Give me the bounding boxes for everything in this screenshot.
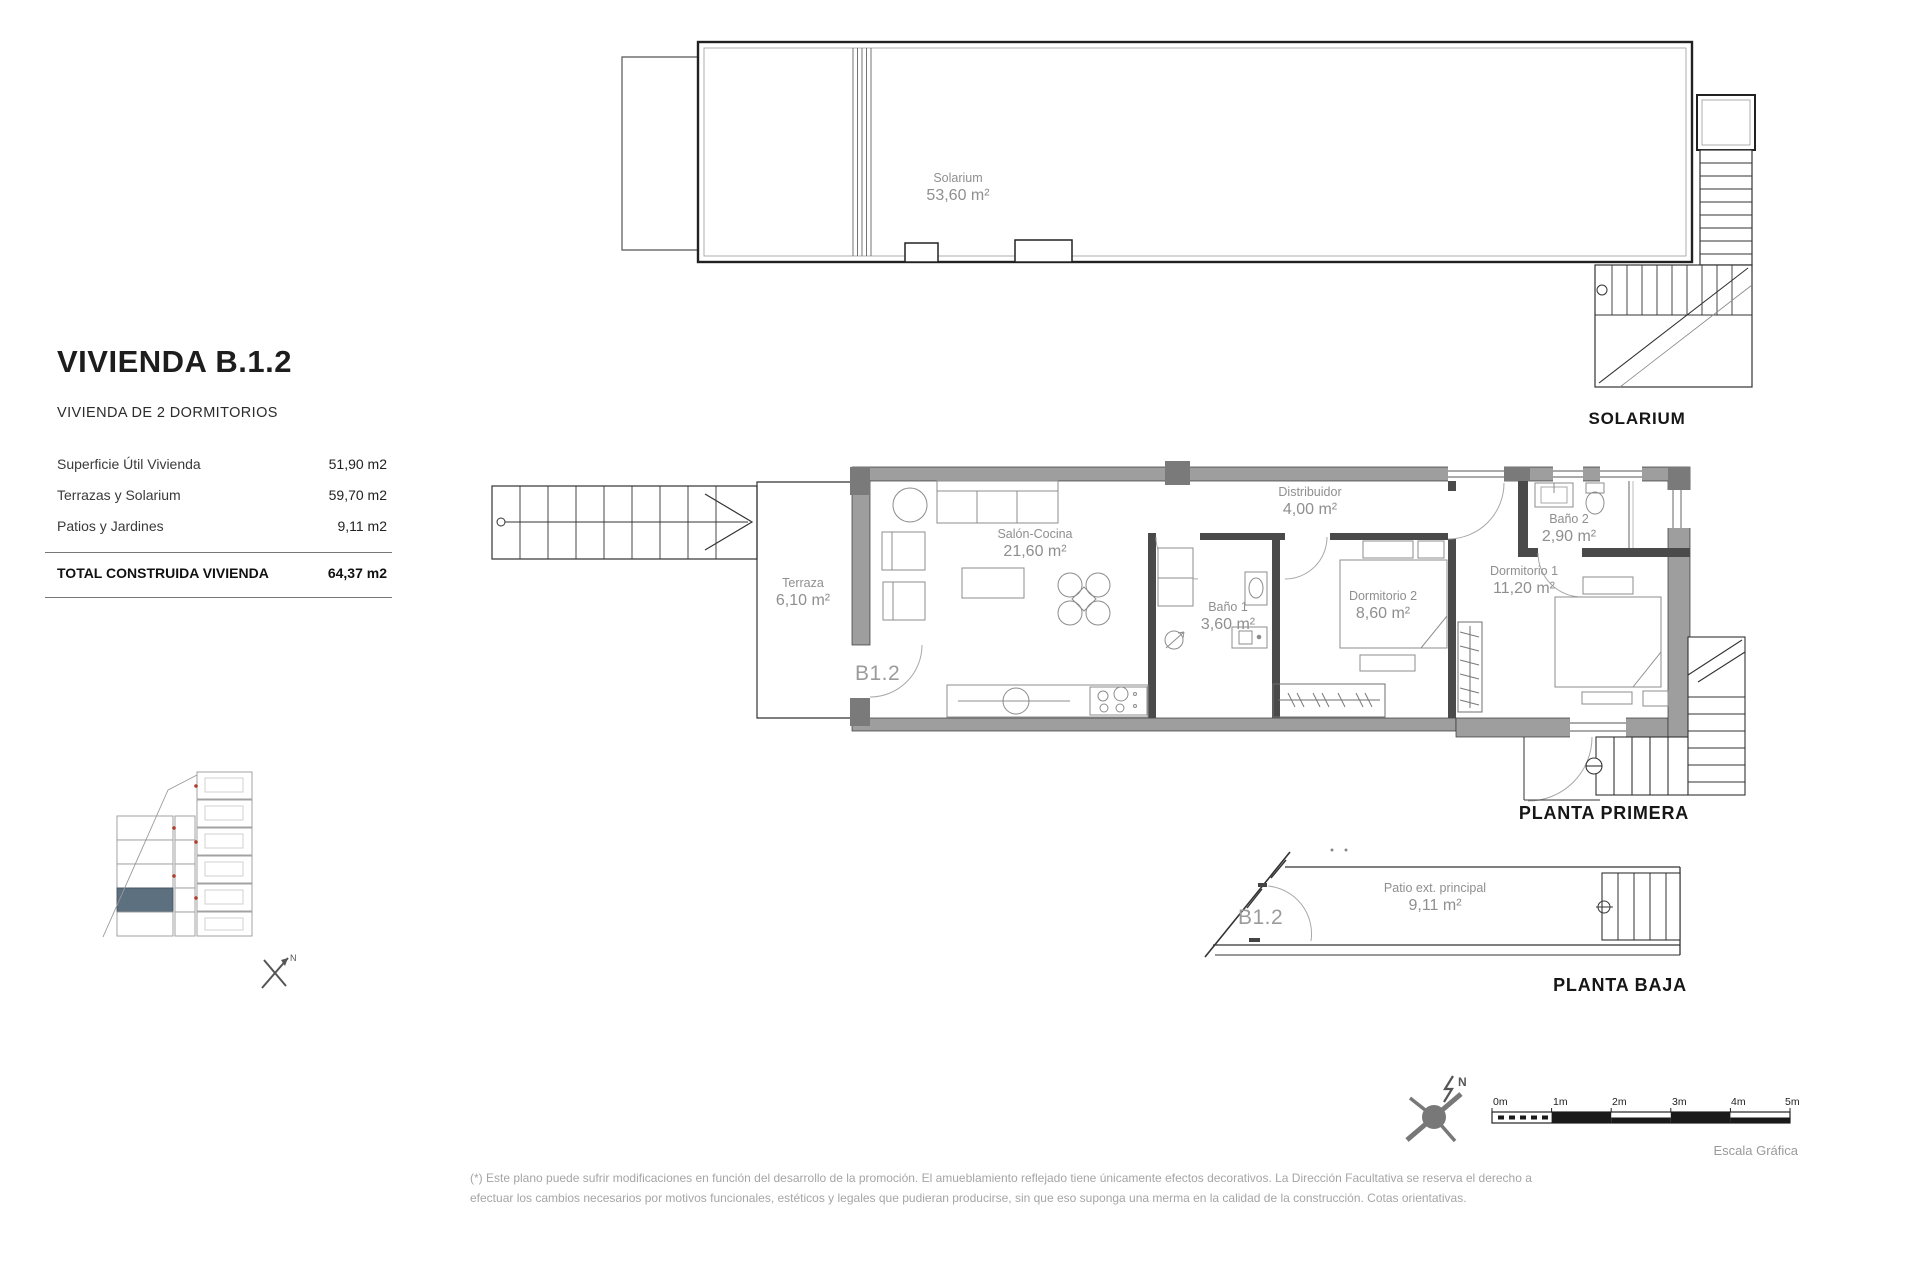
scale-tick-2: 2m: [1612, 1096, 1627, 1108]
compass-north-label: N: [1458, 1075, 1467, 1089]
room-label-distribuidor: Distribuidor 4,00 m²: [1278, 485, 1342, 518]
caption-planta-baja: PLANTA BAJA: [1553, 975, 1687, 995]
area-row: [57, 518, 397, 538]
room-label-salon-cocina: Salón-Cocina 21,60 m²: [997, 527, 1073, 560]
svg-text:N: N: [290, 953, 297, 963]
divider: [45, 552, 392, 553]
site-plan-highlighted-unit: [117, 888, 173, 912]
scale-tick-3: 3m: [1672, 1096, 1687, 1108]
area-row-label: Terrazas y Solarium: [57, 487, 181, 503]
page-subtitle: VIVIENDA DE 2 DORMITORIOS: [57, 405, 278, 421]
page-title: VIVIENDA B.1.2: [57, 344, 292, 379]
unit-label-planta-baja: B1.2: [1238, 906, 1284, 929]
scale-tick-0: 0m: [1493, 1096, 1508, 1108]
unit-label-planta-primera: B1.2: [855, 662, 901, 685]
room-label-terraza: Terraza 6,10 m²: [775, 576, 831, 609]
area-total-value: 64,37 m2: [327, 565, 387, 581]
area-row-value: 51,90 m2: [328, 456, 387, 472]
room-label-bano1: Baño 1 3,60 m²: [1200, 600, 1256, 633]
area-total-row: [57, 565, 397, 585]
scale-bar-caption: Escala Gráfica: [1713, 1143, 1798, 1158]
area-total-label: TOTAL CONSTRUIDA VIVIENDA: [57, 565, 269, 581]
divider: [45, 597, 392, 598]
disclaimer-line-1: (*) Este plano puede sufrir modificaciones en función del desarrollo de la promoción. El amueblamiento reflejado tiene únicamente efectos decorativos. La Dirección Facultativa se reserva el derecho a: [470, 1171, 1532, 1185]
north-arrow-icon: [1407, 1075, 1467, 1141]
area-row-label: Superficie Útil Vivienda: [57, 456, 201, 472]
area-row: [57, 487, 397, 507]
scale-tick-5: 5m: [1785, 1096, 1800, 1108]
area-row-value: 9,11 m2: [337, 518, 387, 534]
room-label-dormitorio1: Dormitorio 1 11,20 m²: [1489, 564, 1559, 597]
scale-tick-4: 4m: [1731, 1096, 1746, 1108]
caption-solarium: SOLARIUM: [1588, 409, 1686, 428]
scale-bar-tick-labels: [1493, 1096, 1800, 1108]
room-label-dormitorio2: Dormitorio 2 8,60 m²: [1348, 589, 1418, 622]
scale-tick-1: 1m: [1553, 1096, 1568, 1108]
scale-bar: [1492, 1096, 1800, 1123]
room-label-bano2: Baño 2 2,90 m²: [1541, 512, 1597, 545]
disclaimer-line-2: efectuar los cambios necesarios por motivos funcionales, estéticos y legales que pudieran producirse, sin que eso suponga una merma en la calidad de la construcción. Cotas orientativas.: [470, 1191, 1467, 1205]
room-label-solarium: Solarium 53,60 m²: [926, 171, 990, 204]
room-label-patio: Patio ext. principal 9,11 m²: [1383, 881, 1487, 914]
area-row-value: 59,70 m2: [328, 487, 387, 503]
site-plan-drawing: [103, 772, 252, 937]
area-row: [57, 456, 397, 476]
caption-planta-primera: PLANTA PRIMERA: [1518, 803, 1690, 823]
solarium-plan-drawing: [622, 42, 1755, 387]
area-row-label: Patios y Jardines: [57, 518, 164, 534]
site-north-arrow-icon: [262, 953, 297, 988]
